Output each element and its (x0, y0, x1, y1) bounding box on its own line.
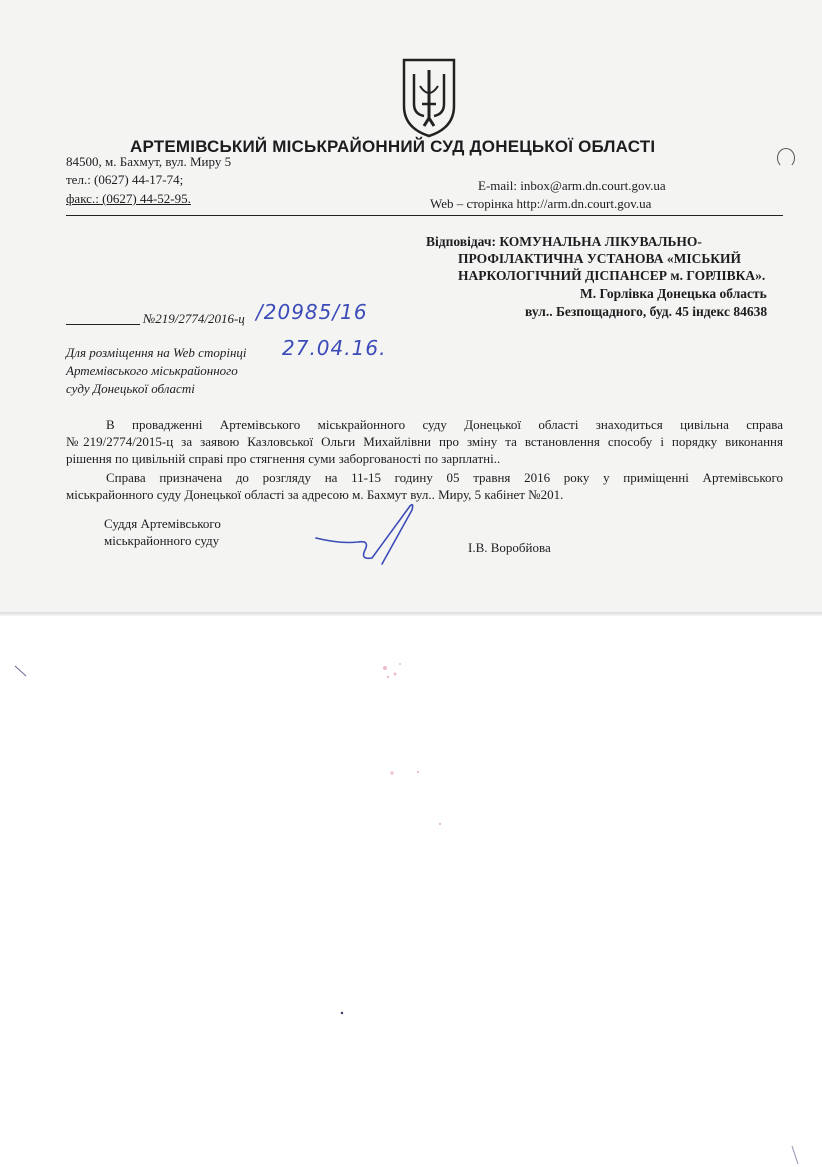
placement-note-line-3: суду Донецької області (66, 381, 195, 396)
punch-hole-mark (777, 148, 795, 168)
judge-name: І.В. Воробйова (468, 540, 551, 555)
placement-note-line-2: Артемівського міськрайонного (66, 363, 238, 378)
handwritten-signature-icon (310, 498, 440, 568)
court-phone: тел.: (0627) 44-17-74; (66, 172, 184, 187)
judge-title-line-2: міськрайонного суду (104, 533, 220, 548)
handwritten-registration-number: /20985/16 (256, 300, 368, 324)
body-p1-line-3: рішення по цивільній справі про стягнення суми заборгованості по зарплатні.. (66, 451, 501, 466)
placement-note-line-1: Для розміщення на Web сторінці (66, 345, 247, 360)
court-address: 84500, м. Бахмут, вул. Миру 5 (66, 154, 232, 169)
blank-backing-sheet (0, 616, 822, 1167)
handwritten-date: 27.04.16. (282, 336, 387, 360)
body-p1-line-2: №219/2774/2015-ц за заявою Казловської Ольги Михайлівни про зміну та встановлення способу і порядку виконання (66, 434, 783, 449)
respondent-line-1: Відповідач: КОМУНАЛЬНА ЛІКУВАЛЬНО- (426, 234, 702, 249)
body-p1-line-1: В провадженні Артемівського міськрайонного суду Донецької області знаходиться цивільна справа (106, 417, 783, 432)
respondent-street: вул.. Безпощадного, буд. 45 індекс 84638 (525, 304, 768, 319)
case-number: №219/2774/2016-ц (143, 311, 245, 326)
body-paragraph-1 (66, 416, 783, 467)
trident-emblem-icon (400, 56, 458, 138)
scan-marks-icon (0, 616, 822, 1167)
judge-title-line-1: Суддя Артемівського (104, 516, 221, 531)
body-p2-line-1: Справа призначена до розгляду на 11-15 годину 05 травня 2016 року у приміщенні Артемівського (106, 470, 783, 485)
number-underline (66, 324, 140, 325)
court-fax: факс.: (0627) 44-52-95. (66, 191, 191, 206)
respondent-line-3: НАРКОЛОГІЧНИЙ ДІСПАНСЕР м. ГОРЛІВКА». (458, 268, 766, 283)
header-divider (66, 215, 783, 216)
respondent-line-2: ПРОФІЛАКТИЧНА УСТАНОВА «МІСЬКИЙ (458, 251, 742, 266)
court-website[interactable]: Web – сторінка http://arm.dn.court.gov.ua (430, 196, 652, 211)
court-email[interactable]: E-mail: inbox@arm.dn.court.gov.ua (478, 178, 666, 193)
respondent-city: М. Горлівка Донецька область (580, 286, 767, 301)
court-name: АРТЕМІВСЬКИЙ МІСЬКРАЙОННИЙ СУД ДОНЕЦЬКОЇ ОБЛАСТІ (130, 137, 656, 156)
body-p2-line-2: міськрайонного суду Донецької області за адресою м. Бахмут вул.. Миру, 5 кабінет №201. (66, 487, 564, 502)
